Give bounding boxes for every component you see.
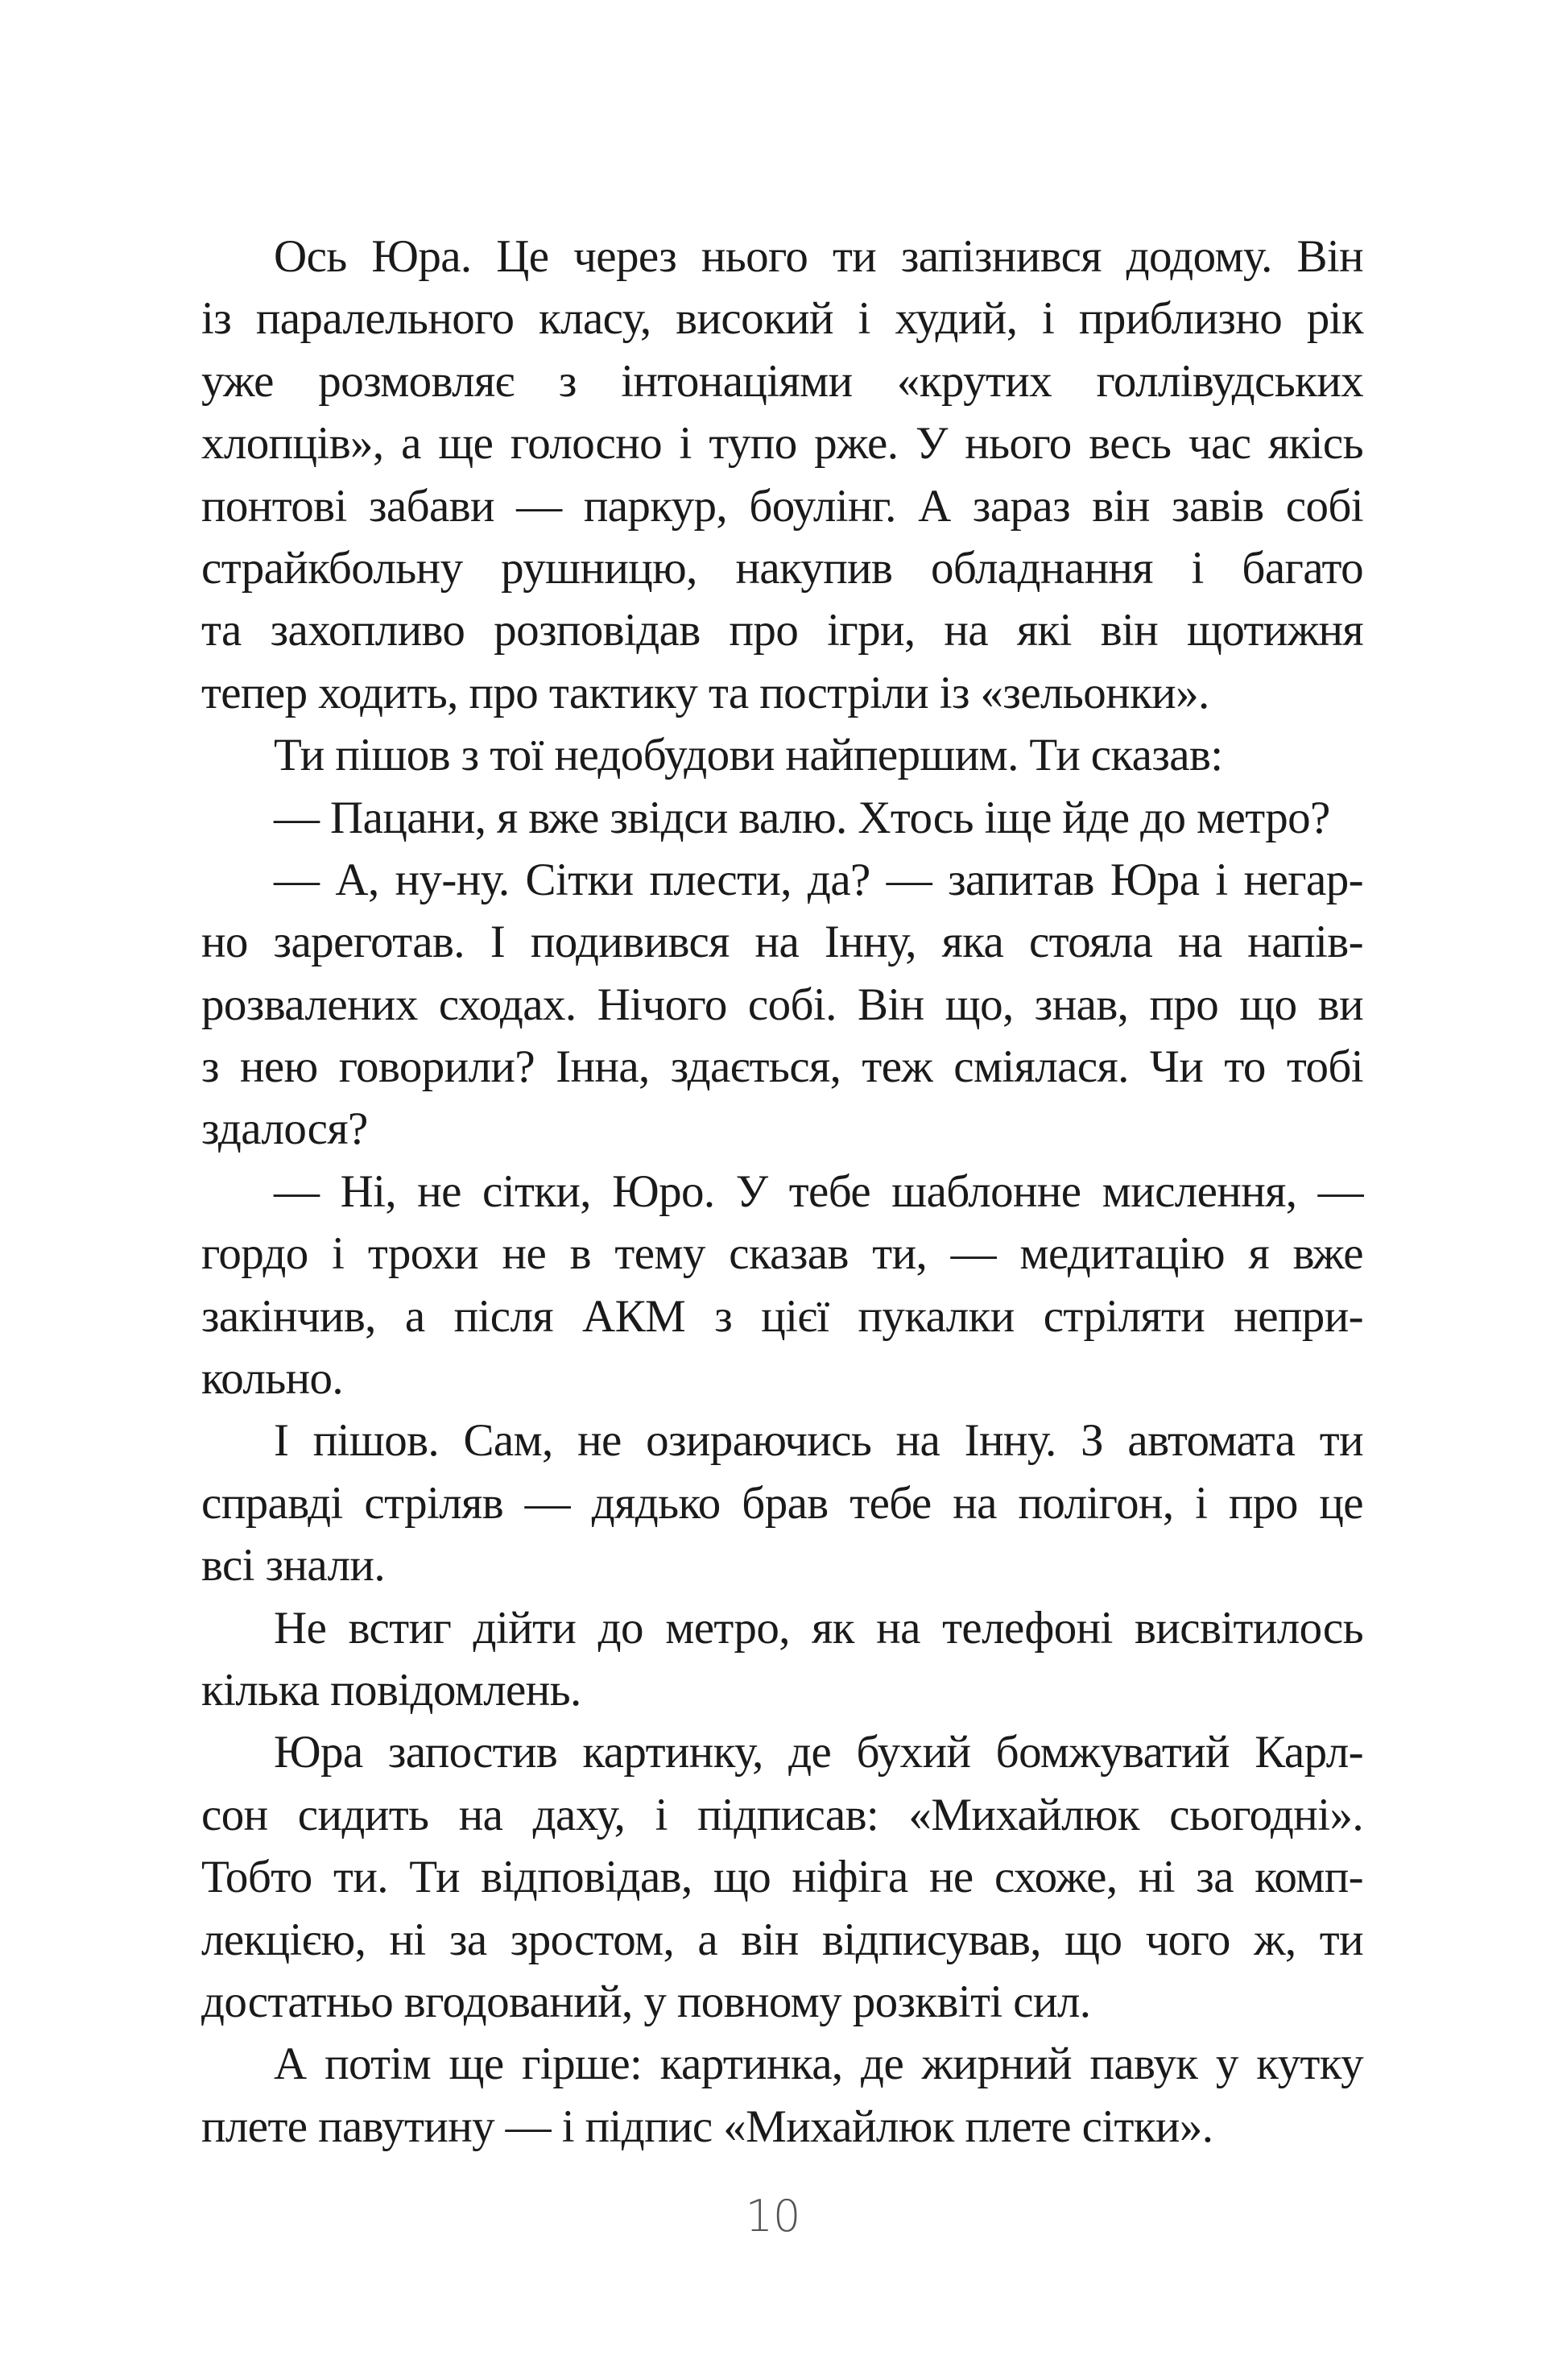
text-line: тепер ходить, про тактику та постріли із «зельонки». — [201, 667, 1209, 718]
text-line: сон сидить на даху, і підписав: «Михайлюк сьогодні». — [201, 1789, 1363, 1840]
text-line: справді стріляв — дядько брав тебе на полігон, і про це — [201, 1477, 1363, 1529]
text-line: І пішов. Сам, не озираючись на Інну. З автомата ти — [274, 1415, 1363, 1467]
text-line: уже розмовляє з інтонаціями «крутих голлівудських — [201, 355, 1363, 407]
paragraph — [201, 2033, 1363, 2158]
text-line: з нею говорили? Інна, здається, теж сміялася. Чи то тобі — [201, 1041, 1363, 1093]
paragraph — [201, 1721, 1363, 2033]
text-line: плете павутину — і підпис «Михайлюк плете сітки». — [201, 2101, 1213, 2152]
text-line: — Ні, не сітки, Юро. У тебе шаблонне мислення, — — [274, 1165, 1363, 1217]
paragraph — [201, 1161, 1363, 1410]
text-line: — А, ну-ну. Сітки плести, да? — запитав Юра і негар- — [274, 854, 1363, 905]
text-line: достатньо вгодований, у повному розквіті сил. — [201, 1976, 1091, 2027]
text-line: Ти пішов з тої недобудови найпершим. Ти сказав: — [274, 730, 1223, 781]
page-number: 10 — [745, 2191, 801, 2241]
text-line: здалося? — [201, 1103, 368, 1155]
paragraph — [201, 787, 1363, 849]
paragraph — [201, 226, 1363, 724]
text-line: лекцією, ні за зростом, а він відписував, що чого ж, ти — [201, 1914, 1363, 1965]
text-line: кольно. — [201, 1353, 344, 1405]
text-line: із паралельного класу, високий і худий, і приблизно рік — [201, 293, 1363, 345]
text-line: Тобто ти. Ти відповідав, що ніфіга не схоже, ні за комп- — [201, 1852, 1363, 1903]
text-line: А потім ще гірше: картинка, де жирний павук у кутку — [274, 2039, 1363, 2090]
text-line: всі знали. — [201, 1540, 385, 1591]
paragraph — [201, 1409, 1363, 1596]
text-line: кілька повідомлень. — [201, 1664, 581, 1716]
text-line: Юра запостив картинку, де бухий бомжуватий Карл- — [274, 1727, 1363, 1778]
paragraph — [201, 724, 1363, 786]
book-text-body — [201, 226, 1363, 2158]
text-line: — Пацани, я вже звідси валю. Хтось іще йде до метро? — [274, 792, 1330, 843]
text-line: но зареготав. І подивився на Інну, яка стояла на напів- — [201, 917, 1363, 968]
text-line: Ось Юра. Це через нього ти запізнився додому. Він — [274, 231, 1363, 282]
paragraph — [201, 849, 1363, 1161]
text-line: закінчив, а після АКМ з цієї пукалки стріляти непри- — [201, 1290, 1363, 1342]
text-line: розвалених сходах. Нічого собі. Він що, знав, про що ви — [201, 979, 1363, 1030]
text-line: гордо і трохи не в тему сказав ти, — медитацію я вже — [201, 1228, 1363, 1280]
text-line: страйкбольну рушницю, накупив обладнання і багато — [201, 542, 1363, 594]
text-line: хлопців», а ще голосно і тупо рже. У нього весь час якісь — [201, 418, 1363, 470]
text-line: Не встиг дійти до метро, як на телефоні висвітилось — [274, 1602, 1363, 1654]
text-line: та захопливо розповідав про ігри, на які він щотижня — [201, 605, 1363, 656]
text-line: понтові забави — паркур, боулінг. А зараз він завів собі — [201, 480, 1363, 532]
paragraph — [201, 1597, 1363, 1722]
